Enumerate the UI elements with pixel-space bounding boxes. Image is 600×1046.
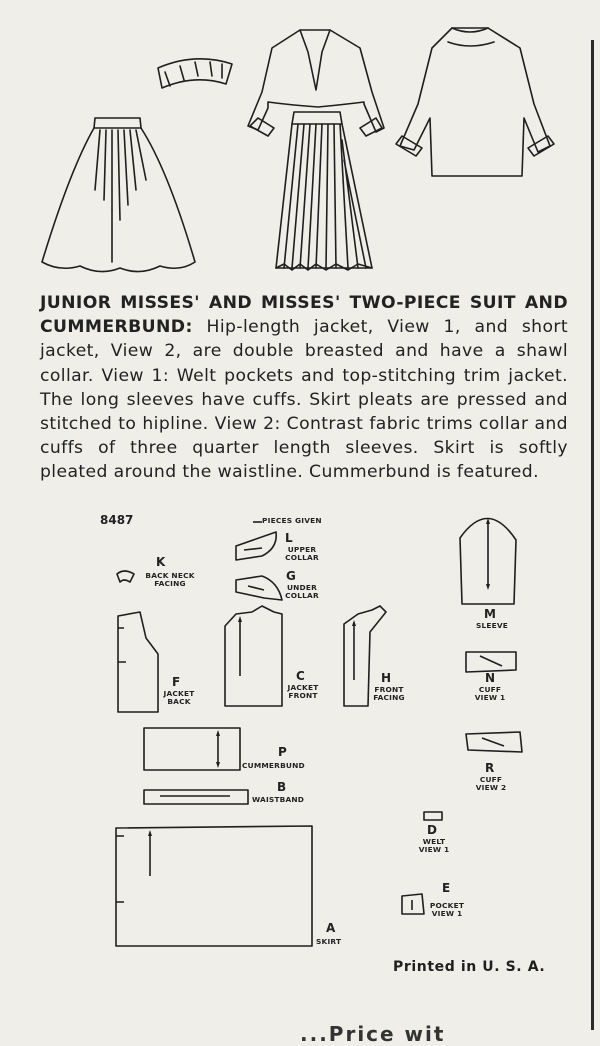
piece-l-shape <box>236 532 276 560</box>
piece-k-shape <box>117 571 134 582</box>
piece-n-grain <box>480 656 502 666</box>
piece-h-letter: H <box>381 671 392 685</box>
piece-m-label: SLEEVE <box>475 621 509 630</box>
piece-e-letter: E <box>442 881 451 895</box>
piece-c-label: JACKET FRONT <box>287 683 319 700</box>
piece-p-letter: P <box>278 745 287 759</box>
piece-r-letter: R <box>485 761 495 775</box>
grain-arrow-up <box>238 616 242 622</box>
pieces-given-label: PIECES GIVEN <box>262 516 322 525</box>
piece-p-shape <box>144 728 240 770</box>
grain-arrow-up <box>148 830 152 836</box>
piece-r-label: CUFF VIEW 2 <box>475 775 507 792</box>
piece-b-label: WAISTBAND <box>252 795 305 804</box>
description-body: Hip-length jacket, View 1, and short jacket, View 2, are double breasted and have a shawl collar. View 1: Welt pockets and top-stitching trim jacket. The long sleeves have cuffs. Skirt pleats are pressed and stitched to hipline. View 2: Contrast fabric trims collar and cuffs of three quarter length sleeves. Skirt is softly pleated around the waistline. Cummerbund is featured. <box>40 317 568 483</box>
cut-off-text: ...Price wit <box>300 1022 446 1046</box>
piece-l-grain <box>244 548 262 550</box>
piece-a-label: SKIRT <box>316 937 342 946</box>
piece-g-letter: G <box>286 569 296 583</box>
grain-arrow-down <box>216 762 220 768</box>
piece-d-letter: D <box>427 823 437 837</box>
piece-a-marks <box>116 836 124 902</box>
piece-k-label: BACK NECK FACING <box>145 571 195 588</box>
piece-m-letter: M <box>484 607 496 621</box>
piece-f-label: JACKET BACK <box>163 689 195 706</box>
piece-b-letter: B <box>277 780 287 794</box>
piece-c-shape <box>225 606 282 706</box>
piece-r-grain <box>482 738 504 746</box>
grain-arrow-up <box>352 620 356 626</box>
piece-l-label: UPPER COLLAR <box>285 545 319 562</box>
printed-in-usa: Printed in U. S. A. <box>393 959 546 975</box>
piece-a-letter: A <box>326 921 336 935</box>
piece-c-letter: C <box>296 669 305 683</box>
grain-arrow-down <box>486 584 490 590</box>
piece-e-shape <box>402 894 424 914</box>
piece-h-label: FRONT FACING <box>373 685 405 702</box>
piece-l-letter: L <box>285 531 293 545</box>
piece-b-shape <box>144 790 248 804</box>
piece-d-shape <box>424 812 442 820</box>
piece-n-label: CUFF VIEW 1 <box>474 685 506 702</box>
piece-p-label: CUMMERBUND <box>242 761 305 770</box>
piece-e-label: POCKET VIEW 1 <box>429 901 465 918</box>
piece-n-shape <box>466 652 516 672</box>
piece-d-label: WELT VIEW 1 <box>418 837 450 854</box>
piece-a-shape <box>116 826 312 946</box>
piece-f-letter: F <box>172 675 181 689</box>
grain-arrow-up <box>216 730 220 736</box>
piece-n-letter: N <box>485 671 496 685</box>
description-lead: JUNIOR MISSES' AND MISSES' TWO-PIECE SUIT AND CUMMERBUND: <box>40 293 568 338</box>
piece-f-marks <box>118 628 126 662</box>
piece-g-grain <box>248 586 264 590</box>
piece-g-label: UNDER COLLAR <box>285 583 319 600</box>
piece-k-letter: K <box>156 555 166 569</box>
pattern-number: 8487 <box>100 513 134 527</box>
